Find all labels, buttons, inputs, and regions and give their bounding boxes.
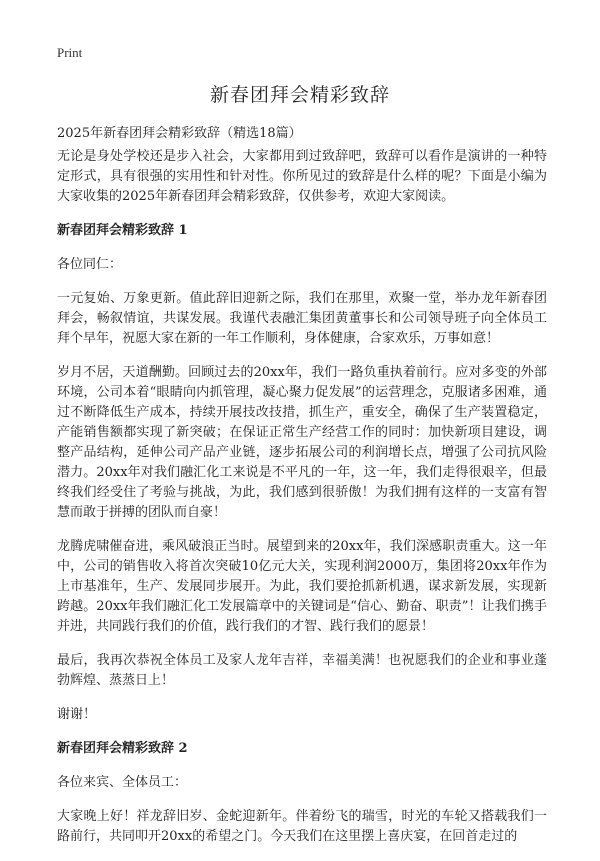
page-title: 新春团拜会精彩致辞 bbox=[209, 84, 390, 106]
section-2-paragraph: 大家晚上好！祥龙辞旧岁、金蛇迎新年。伴着纷飞的瑞雪，时光的车轮又搭载我们一路前行，共同叩开20xx的希望之门。今天我们在这里摆上喜庆宴，在回首走过的 bbox=[57, 809, 547, 844]
section-2-greeting: 各位来宾、全体员工： bbox=[57, 775, 188, 790]
section-heading-2: 新春团拜会精彩致辞 2 bbox=[57, 741, 188, 756]
section-1-closing: 谢谢！ bbox=[57, 707, 97, 722]
section-1-greeting: 各位同仁： bbox=[57, 257, 123, 272]
print-link[interactable]: Print bbox=[57, 45, 83, 60]
intro-paragraph: 无论是身处学校还是步入社会，大家都用到过致辞吧，致辞可以看作是演讲的一种特定形式，具有很强的实用性和针对性。你所见过的致辞是什么样的呢？下面是小编为大家收集的2025年新春团拜会精彩致辞，仅供参考，欢迎大家阅读。 bbox=[57, 149, 547, 204]
section-1-paragraph: 岁月不居，天道酬勤。回顾过去的20xx年，我们一路负重执着前行。应对多变的外部环境，公司本着“眼睛向内抓管理，凝心聚力促发展”的运营理念，克服诸多困难，通过不断降低生产成本，持续开展技改技措，抓生产，重安全，确保了生产装置稳定，产能销售额都实现了新突破；在保证正常生产经营工作的同时：加快新项目建设，调整产品结构，延伸公司产品产业链，逐步拓展公司的利润增长点，增强了公司抗风险潜力。20xx年对我们融汇化工来说是不平凡的一年，这一年，我们走得很艰辛，但最终我们经受住了考验与挑战，为此，我们感到很骄傲！为我们拥有这样的一支富有智慧而敢于拼搏的团队而自豪！ bbox=[57, 365, 547, 520]
section-1-paragraph: 龙腾虎啸催奋进，乘风破浪正当时。展望到来的20xx年，我们深感职责重大。这一年中，公司的销售收入将首次突破10亿元大关，实现利润2000万，集团将20xx年作为上市基准年，生产、发展同步展开。为此，我们要抢抓新机遇，谋求新发展，实现新跨越。20xx年我们融汇化工发展篇章中的关键词是“信心、勤奋、职责”！让我们携手并进，共同践行我们的价值，践行我们的才智、践行我们的愿景！ bbox=[57, 539, 547, 634]
section-heading-1: 新春团拜会精彩致辞 1 bbox=[57, 223, 188, 238]
document-subtitle: 2025年新春团拜会精彩致辞（精选18篇） bbox=[57, 126, 302, 141]
section-1-paragraph: 一元复始、万象更新。值此辞旧迎新之际，我们在那里，欢聚一堂，举办龙年新春团拜会，畅叙情谊，共谋发展。我谨代表融汇集团黄董事长和公司领导班子向全体员工拜个早年，祝愿大家在新的一年工作顺利，身体健康，合家欢乐，万事如意！ bbox=[57, 291, 547, 346]
section-1-paragraph: 最后，我再次恭祝全体员工及家人龙年吉祥，幸福美满！也祝愿我们的企业和事业蓬勃辉煌、蒸蒸日上！ bbox=[57, 653, 547, 688]
document-body bbox=[57, 147, 547, 861]
